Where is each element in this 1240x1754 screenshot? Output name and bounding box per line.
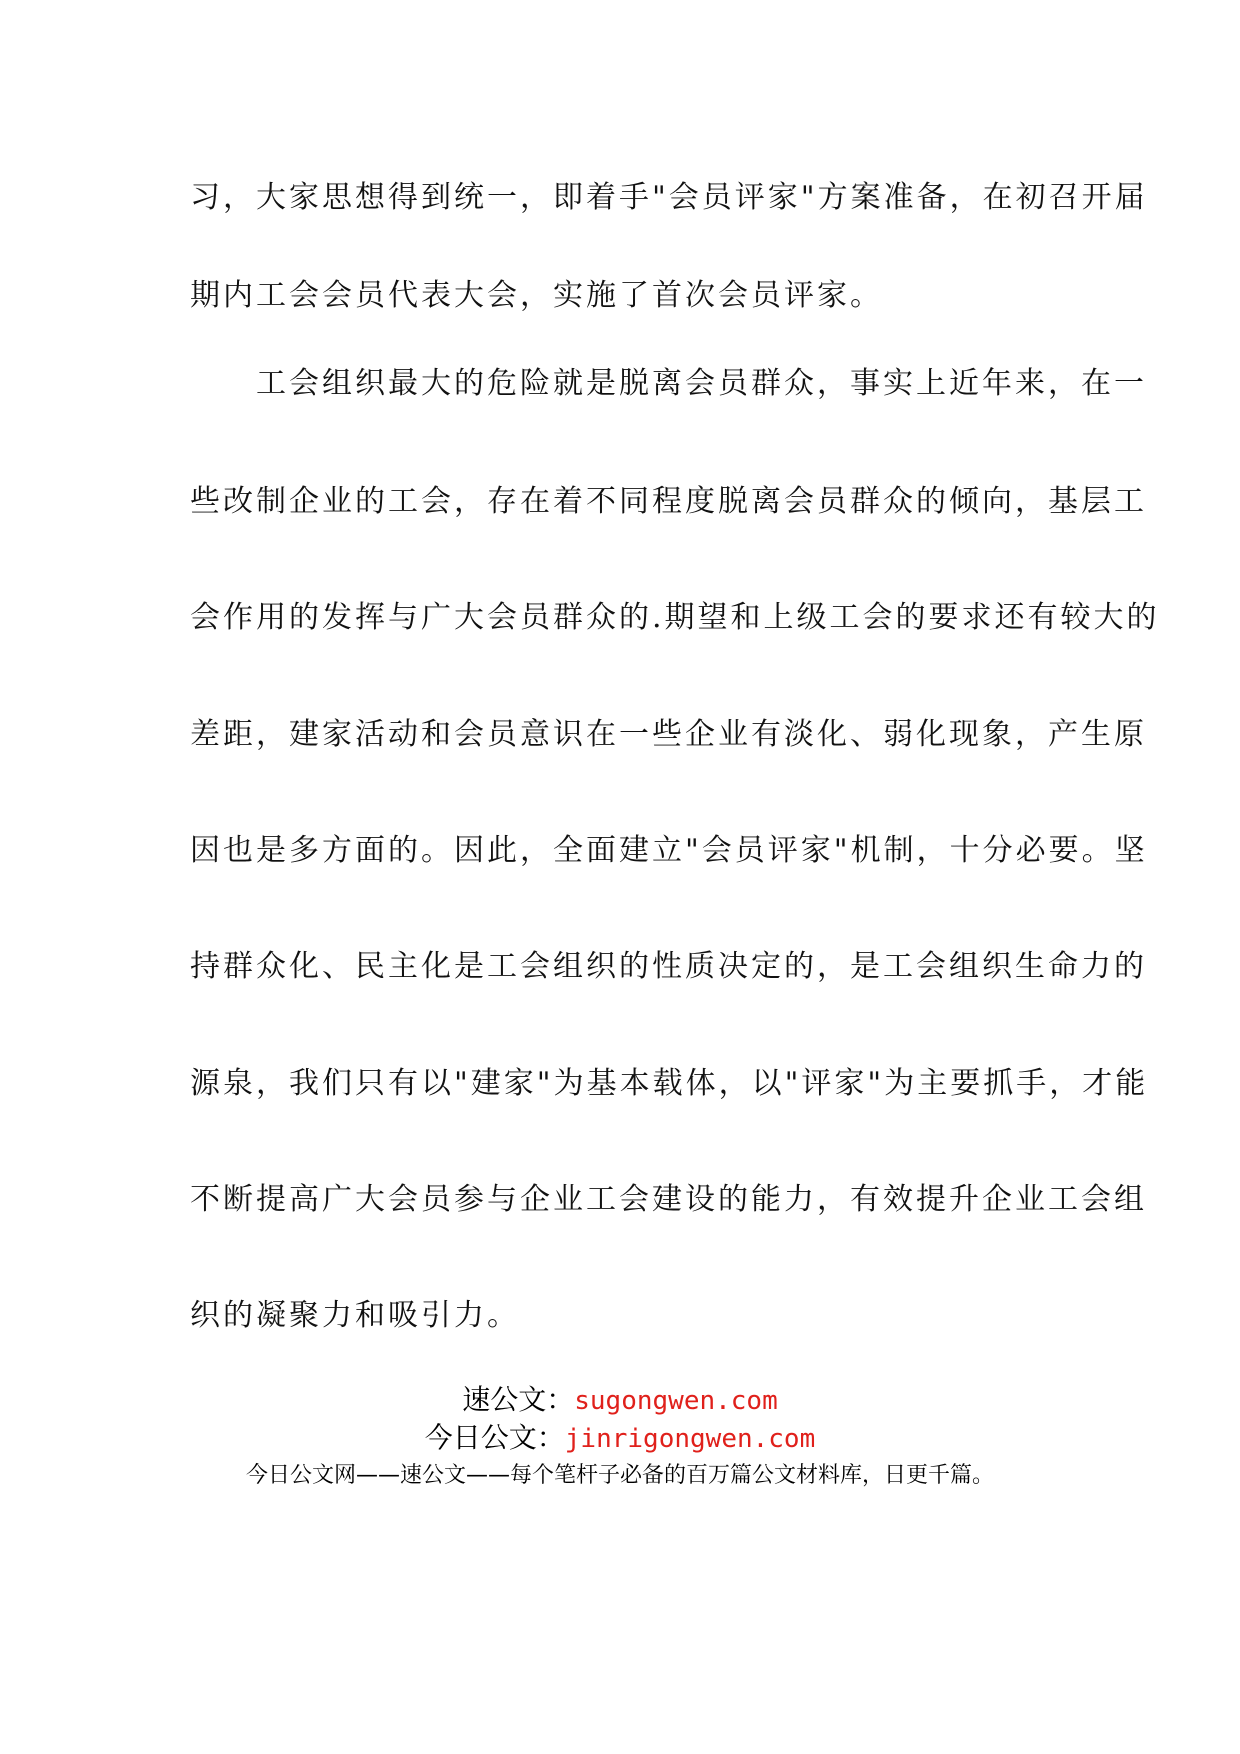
body-text-line: 因也是多方面的。因此，全面建立"会员评家"机制，十分必要。坚 [190, 833, 1148, 868]
footer-site2-link[interactable]: jinrigongwen.com [564, 1424, 816, 1454]
body-text-line: 织的凝聚力和吸引力。 [190, 1298, 520, 1333]
body-text-line: 工会组织最大的危险就是脱离会员群众，事实上近年来，在一 [190, 366, 1147, 401]
body-text-line: 持群众化、民主化是工会组织的性质决定的，是工会组织生命力的 [190, 949, 1147, 984]
footer-site2 [0, 1416, 1240, 1456]
body-text-line: 些改制企业的工会，存在着不同程度脱离会员群众的倾向，基层工 [190, 484, 1147, 519]
footer-site1-link[interactable]: sugongwen.com [574, 1386, 778, 1416]
body-text-line: 不断提高广大会员参与企业工会建设的能力，有效提升企业工会组 [190, 1182, 1147, 1217]
body-text-line: 源泉，我们只有以"建家"为基本载体，以"评家"为主要抓手，才能 [190, 1066, 1149, 1101]
body-text-line: 差距，建家活动和会员意识在一些企业有淡化、弱化现象，产生原 [190, 717, 1147, 752]
footer-tagline: 今日公文网——速公文——每个笔杆子必备的百万篇公文材料库，日更千篇。 [245, 1463, 994, 1488]
body-text-line: 会作用的发挥与广大会员群众的.期望和上级工会的要求还有较大的 [190, 600, 1160, 635]
body-text-line: 期内工会会员代表大会，实施了首次会员评家。 [190, 278, 883, 313]
body-text-line: 习，大家思想得到统一，即着手"会员评家"方案准备，在初召开届 [190, 180, 1148, 215]
footer-site1 [0, 1378, 1240, 1418]
footer-site2-label: 今日公文： [424, 1421, 565, 1454]
footer-site1-label: 速公文： [462, 1383, 575, 1416]
